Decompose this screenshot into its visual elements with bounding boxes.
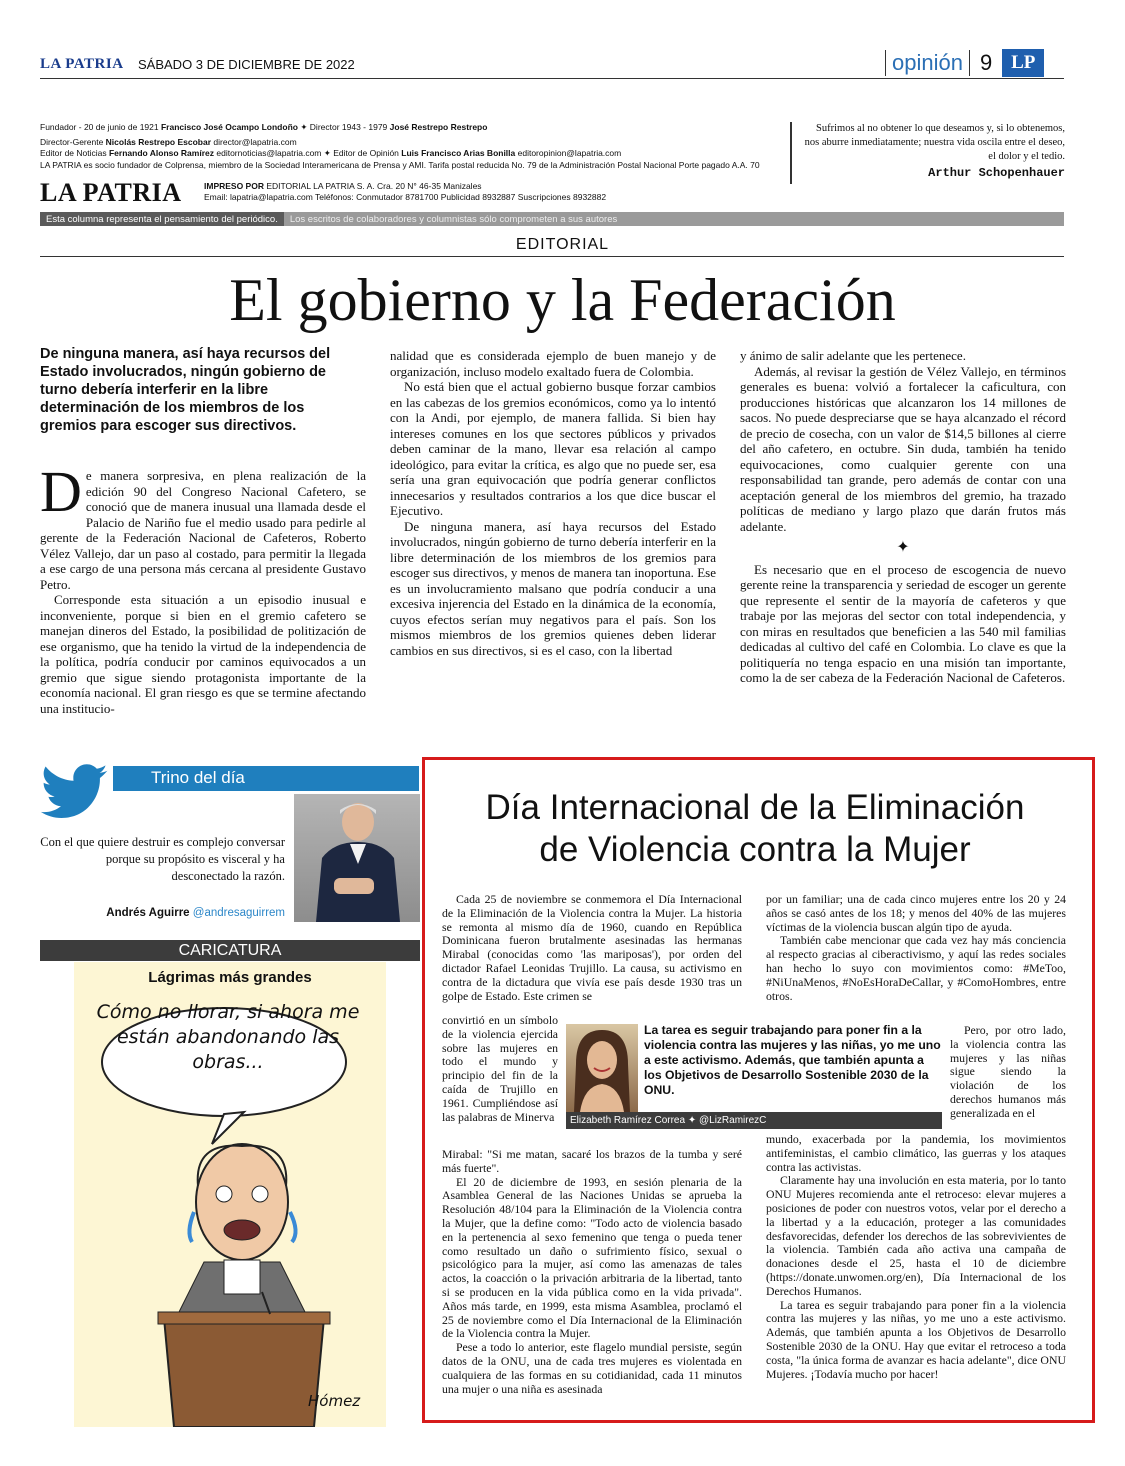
lp-logo: LP (1002, 49, 1044, 77)
paragraph: Pese a todo lo anterior, este flagelo mundial persiste, según datos de la ONU, una de cada tres mujeres es violentada en cualquiera de las formas en su cotidianidad, cada 11 minutos una mujer o una niña es asesinada (442, 1340, 742, 1396)
impreso-label: IMPRESO POR (204, 181, 264, 191)
disclaimer-bar (40, 212, 1064, 226)
cartoon-signature: Hómez (308, 1392, 361, 1410)
founder-name: Francisco José Ocampo Londoño (160, 122, 298, 132)
author-portrait-icon (294, 794, 420, 922)
paragraph: e manera sorpresiva, en plena realización de la edición 90 del Congreso Nacional Cafetero, se conoció que de manera inusual una llamada desde el Palacio de Nariño fue el medio usado para pedirle al gerente de la Federación Nacional de Cafeteros, Roberto Vélez Vallejo, dar un paso al costado, para permitir la llegada a ese cargo de una persona más cercana al presidente Gustavo Petro. (40, 468, 366, 592)
article-column-a-wrap (442, 1014, 558, 1124)
contact-line: Email: lapatria@lapatria.com Teléfonos: Conmutador 8781700 Publicidad 8932887 Suscripciones 8932882 (204, 192, 607, 202)
paragraph: convirtió en un símbolo de la violencia ejercida sobre las mujeres en todo el mundo y principio del fin de la caída de Trujillo en 1961. Cumpliéndose así las palabras de Minerva (442, 1013, 558, 1124)
editorial-kicker: EDITORIAL (515, 236, 610, 253)
article-headline-line-1: Día Internacional de la Eliminación (485, 788, 1025, 827)
trino-author (40, 907, 285, 919)
editorial-column-1 (40, 459, 366, 716)
trino-author-name: Andrés Aguirre (106, 907, 190, 919)
quote-author: Arthur Schopenhauer (928, 166, 1065, 180)
article-column-b-bottom (766, 1133, 1066, 1381)
disclaimer-right: Los escritos de colaboradores y columnistas sólo comprometen a sus autores (289, 213, 618, 225)
paragraph: Es necesario que en el proceso de escogencia de nuevo gerente reine la transparencia y seriedad de escoger un gerente que represente el sentir de la mayoría de cafeteros y que trabaje por las mejoras del sector con total independencia, y con miras en resultados que beneficien a las 540 mil familias dedicadas al cultivo del café en Colombia. Lo clave es que la politiquería no tenga espacio en una misión tan importante, como la de ser cabeza de la Federación Nacional de Cafeteros. (740, 561, 1066, 685)
quote-text: Sufrimos al no obtener lo que deseamos y, si lo obtenemos, nos aburre inmediatamente; nuestra vida oscila entre el deseo, el dolor y el tedio. (804, 123, 1065, 162)
paragraph: De ninguna manera, así haya recursos del Estado involucrados, ningún gobierno de turno debería interferir en la libre determinación de los miembros de los gremios para escoger sus directivos, y menos de manera tan inoportuna. Ese es un involucramiento malsano que podría conducir a una excesiva injerencia del Estado en la dinámica de la economía, cuyos efectos serían muy negativos para el país. Son los mismos miembros de los gremios quienes deben liderar cambios en sus directivos, si es el caso, con la libertad (390, 518, 716, 658)
top-rule (40, 78, 1064, 79)
columnist-byline: Elizabeth Ramírez Correa ✦ @LizRamirezC (566, 1112, 942, 1129)
quote-of-day (790, 122, 1065, 184)
paragraph: Mirabal: "Si me matan, sacaré los brazos de la tumba y seré más fuerte". (442, 1147, 742, 1175)
article-column-a-bottom (442, 1148, 742, 1396)
columnist-photo (566, 1024, 638, 1112)
paragraph: Corresponde esta situación a un episodio inusual e inconveniente, porque si bien en el gremio cafetero se manejan dineros del Estado, la posibilidad de politización de ese organismo, que ha tenido la virtud de la independencia de la política, podría conducir por caminos equivocados a un gremio que sigue siendo protagonista importante de la economía nacional. El gran riesgo es que se termine afectando una institucio- (40, 592, 366, 716)
socio-line: LA PATRIA es socio fundador de Colprensa, miembro de la Sociedad Interamericana de Prensa y AMI. Tarifa postal reducida No. 79 de la Administración Postal Nacional Porte pagado A.A. 70 (40, 159, 760, 170)
paragraph: No está bien que el actual gobierno busque forzar cambios en las cabezas de los gremios económicos, como ya lo intentó con la Andi, por ejemplo, de manera fallida. Si bien hay intereses comunes en los que sectores públicos y privados deben caminar de la mano, llevar esa relación al campo ideológico, para evitar la crítica, es algo que no puede ser, esa sería una gran equivocación que podría generar conflictos innecesarios y resultados contrarios a los que dice buscar el Ejecutivo. (390, 379, 716, 518)
paragraph: mundo, exacerbada por la pandemia, los movimientos antifeministas, el cambio climático, las guerras y los ataques contra las activistas. (766, 1132, 1066, 1174)
paragraph: por un familiar; una de cada cinco mujeres entre los 20 y 24 años se casó antes de los 18; y menos del 40% de las mujeres víctimas de la violencia buscan algún tipo de ayuda. (766, 892, 1066, 934)
la-patria-wordmark: LA PATRIA (40, 178, 182, 207)
cartoon-speech: Cómo no llorar, si ahora me están abandonando las obras... (96, 1001, 360, 1073)
disclaimer-left: Esta columna representa el pensamiento del periódico. (40, 212, 284, 226)
trino-label: Trino del día (113, 766, 419, 790)
editorial-headline: El gobierno y la Federación (229, 267, 896, 333)
columnist-portrait-icon (566, 1024, 638, 1112)
editorial-deck: De ninguna manera, así haya recursos del Estado involucrados, ningún gobierno de turno debería interferir en la libre determinación de los miembros de los gremios para escoger sus directivos. (40, 346, 331, 434)
trino-rule (113, 790, 419, 791)
gerente-email: director@lapatria.com (211, 136, 297, 147)
article-pullquote: La tarea es seguir trabajando para poner fin a la violencia contra las mujeres y las niñas, yo me uno a este activismo. Además, que también apunta a los Objetivos de Desarrollo Sostenible 2030 de la ONU. (644, 1023, 941, 1097)
newspaper-brand: LA PATRIA (40, 56, 124, 72)
paragraph: nalidad que es considerada ejemplo de buen manejo y de organización, incluso modelo exaltado fuera de Colombia. (390, 348, 716, 379)
trino-author-photo (294, 794, 420, 922)
gerente-name: Nicolás Restrepo Escobar (105, 136, 212, 147)
paragraph: También cabe mencionar que cada vez hay más conciencia al respecto gracias al ciberactivismo, y aquí las redes sociales han hecho lo suyo con movimientos como: #MeToo, #NiUnaMenos, #NoEsHoraDeCallar, y #ComoHombres, entre otros. (766, 933, 1066, 1003)
masthead-credits (40, 122, 780, 171)
imprint-info (204, 181, 764, 203)
paragraph: Cada 25 de noviembre se conmemora el Día Internacional de la Eliminación de la Violencia contra la Mujer. La historia se remonta al mismo día de 1960, cuando en República Dominicana fueron brutalmente asesinadas las hermanas Mirabal (conocidas como 'las mariposas'), por orden del dictador Rafael Leonidas Trujillo. La causa, su activismo en contra de la dictadura que vivía ese país desde 1930 tras un golpe de Estado. Este crimen se (442, 892, 742, 1003)
article-column-b-wrap (950, 1024, 1066, 1121)
kicker-rule (40, 256, 1064, 257)
opinion-editor-email: editoropinion@lapatria.com (515, 148, 622, 158)
twitter-bird-icon (40, 764, 110, 820)
editor-email: editornoticias@lapatria.com ✦ Editor de Opinión (214, 148, 402, 158)
star-separator-icon: ✦ (896, 539, 910, 556)
editor-name: Fernando Alonso Ramírez (108, 148, 214, 158)
article-column-a-top (442, 893, 742, 1003)
paragraph: Claramente hay una involución en esta materia, por lo tanto ONU Mujeres recomienda ante el retroceso: elevar mujeres a posiciones de poder con nuestros votos, velar por el derecho a la libertad y a la educación, proteger a las comunidades desfavorecidas, defender los derechos de las sobrevivientes de la violencia. También cada año activa una campaña de donaciones desde el 25, hasta el 10 de diciembre (https://donate.unwomen.org/en), Día Internacional de los Derechos Humanos. (766, 1173, 1066, 1298)
impreso-text: EDITORIAL LA PATRIA S. A. Cra. 20 N° 46-35 Manizales (263, 181, 482, 191)
trino-text: Con el que quiere destruir es complejo conversar porque su propósito es visceral y ha desconectado la razón. (40, 835, 285, 883)
paragraph: y ánimo de salir adelante que les pertenece. (740, 348, 966, 363)
caricatura-title: Lágrimas más grandes (148, 969, 312, 986)
director-label: ✦ Director 1943 - 1979 (297, 122, 390, 132)
paragraph: El 20 de diciembre de 1993, en sesión plenaria de la Asamblea General de las Naciones Unidas se aprueba la Resolución 48/104 para la Eliminación de la Violencia contra la Mujer, que la define como: "Todo acto de violencia basado en la pertenencia al sexo femenino que tenga o pueda tener como resultado un daño o sufrimiento físico, sexual o psicológico para la mujer, así como las amenazas de tales actos, la coacción o la privación arbitraria de la libertad, tanto si se producen en la vida pública como en la vida privada". Años más tarde, en 1999, esta misma Asamblea, proclamó el 25 de noviembre como el Día Internacional de la Eliminación de la Violencia contra la Mujer. (442, 1174, 742, 1341)
director-name: José Restrepo Restrepo (389, 122, 488, 132)
article-headline (440, 787, 1070, 871)
article-column-b-top (766, 893, 1066, 1003)
drop-cap: D (40, 459, 82, 524)
founder-label: Fundador - 20 de junio de 1921 (40, 122, 161, 132)
issue-date: SÁBADO 3 DE DICIEMBRE DE 2022 (138, 57, 355, 72)
section-name: opinión (885, 50, 969, 76)
paragraph: La tarea es seguir trabajando para poner fin a la violencia contra las mujeres y las niñas, yo me uno a este activismo. Además, que también apunta a los Objetivos de Desarrollo Sostenible 2030 de la ONU. Hay que evitar el retroceso a toda costa, "la única forma de avanzar es hacia adelante", dice ONU Mujeres. ¡Todavía mucho por hacer! (766, 1297, 1066, 1381)
section-header (885, 48, 1044, 78)
paragraph: Además, al revisar la gestión de Vélez Vallejo, en términos generales es buena: volvió a fortalecer la caficultura, con producciones históricas que alcanzaron los 14 millones de sacos. No puede despreciarse que se haya alcanzado el récord de precio de cosecha, con un valor de $14,5 billones al cierre del año cafetero, en octubre. Sin duda, también ha tenido equivocaciones, como cualquier gerente con una responsabilidad tan grande, pero además de contar con una aceptación general de los miembros del gremio, ha trazado políticas de mediano y largo plazo que darán frutos más adelante. (740, 363, 1066, 534)
paragraph: Pero, por otro lado, la violencia contra las mujeres y las niñas sigue siendo la violación de los derechos humanos más generalizada en el (950, 1023, 1066, 1120)
trino-author-handle: @andresaguirrem (192, 907, 285, 919)
opinion-editor-name: Luis Francisco Arias Bonilla (401, 148, 516, 158)
editor-label: Editor de Noticias (40, 148, 109, 158)
gerente-label: Director-Gerente (40, 136, 106, 147)
caricatura-label: CARICATURA (40, 940, 420, 961)
page-number: 9 (969, 50, 1002, 76)
article-headline-line-2: de Violencia contra la Mujer (539, 830, 971, 869)
editorial-column-2 (390, 348, 716, 658)
editorial-column-3 (740, 348, 1066, 686)
